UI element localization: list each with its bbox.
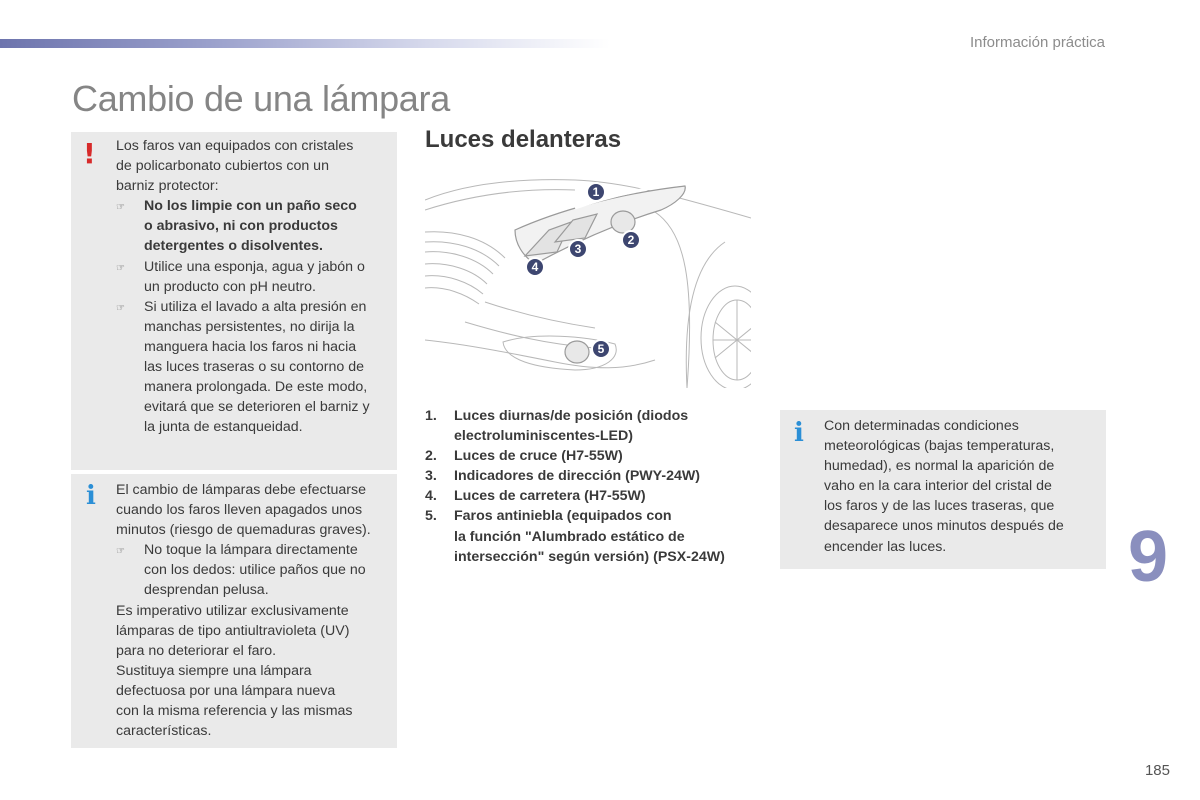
pointing-hand-icon: ☞	[116, 262, 125, 274]
info-icon: i	[86, 481, 96, 511]
page-number: 185	[1144, 762, 1170, 779]
list-item: 5. Faros antiniebla (equipados con la función "Alumbrado estático de intersección" según versión) (PSX-24W)	[425, 508, 725, 565]
warning-text	[116, 136, 392, 437]
callout-3	[569, 240, 587, 258]
warning-bullet: ☞ No los limpie con un paño seco o abrasivo, ni con productos detergentes o disolventes.	[116, 196, 392, 256]
info-text-condensation: Con determinadas condiciones meteorológicas (bajas temperaturas, humedad), es normal la aparición de vaho en la cara interior del cristal de los faros y de las luces traseras, que desaparece unos minutos después de encender las luces.	[824, 418, 1064, 555]
section-header: Información práctica	[969, 34, 1105, 51]
list-item: 1. Luces diurnas/de posición (diodos electroluminiscentes-LED)	[425, 408, 689, 445]
callout-4	[526, 258, 544, 276]
list-item: 2. Luces de cruce (H7-55W)	[425, 448, 623, 465]
svg-text:2: 2	[627, 233, 635, 247]
callout-2	[622, 231, 640, 249]
svg-text:5: 5	[597, 342, 605, 356]
chapter-number: 9	[1128, 517, 1169, 597]
section-subheading: Luces delanteras	[425, 126, 622, 153]
headlight-diagram	[425, 172, 751, 388]
header-gradient-bar	[0, 39, 610, 48]
warning-intro: Los faros van equipados con cristales de policarbonato cubiertos con un barniz protector:	[116, 138, 354, 195]
callout-1	[587, 183, 605, 201]
info-text-lamp-change: El cambio de lámparas debe efectuarse cuando los faros lleven apagados unos minutos (riesgo de quemaduras graves). ☞ No toque la lámpara directamente con los dedos: utilice paños que no desprendan pelusa. Es imperativo utilizar exclusivamente lámparas de tipo antiultravioleta (UV) para no deteriorar el faro. Sustituya siempre una lámpara defectuosa por una lámpara nueva con la misma referencia y las mismas características.	[116, 480, 392, 741]
pointing-hand-icon: ☞	[116, 202, 125, 214]
svg-text:3: 3	[574, 242, 582, 256]
info-icon: i	[794, 418, 804, 448]
info-bullet: ☞ No toque la lámpara directamente con los dedos: utilice paños que no desprendan pelusa.	[116, 540, 392, 600]
svg-text:1: 1	[592, 185, 600, 199]
lamp-list	[425, 406, 765, 567]
callout-5	[592, 340, 610, 358]
warning-bullet: ☞ Si utiliza el lavado a alta presión en manchas persistentes, no dirija la manguera hacia los faros ni hacia las luces traseras o su contorno de manera prolongada. De este modo, evitará que se deterioren el barniz y la junta de estanqueidad.	[116, 297, 392, 438]
warning-bullet: ☞ Utilice una esponja, agua y jabón o un producto con pH neutro.	[116, 257, 392, 297]
list-item: 4. Luces de carretera (H7-55W)	[425, 488, 646, 505]
warning-icon: !	[83, 137, 96, 170]
page-title: Cambio de una lámpara	[72, 78, 450, 119]
list-item: 3. Indicadores de dirección (PWY-24W)	[425, 468, 700, 485]
svg-text:4: 4	[531, 260, 539, 274]
pointing-hand-icon: ☞	[116, 302, 125, 314]
pointing-hand-icon: ☞	[116, 546, 125, 558]
